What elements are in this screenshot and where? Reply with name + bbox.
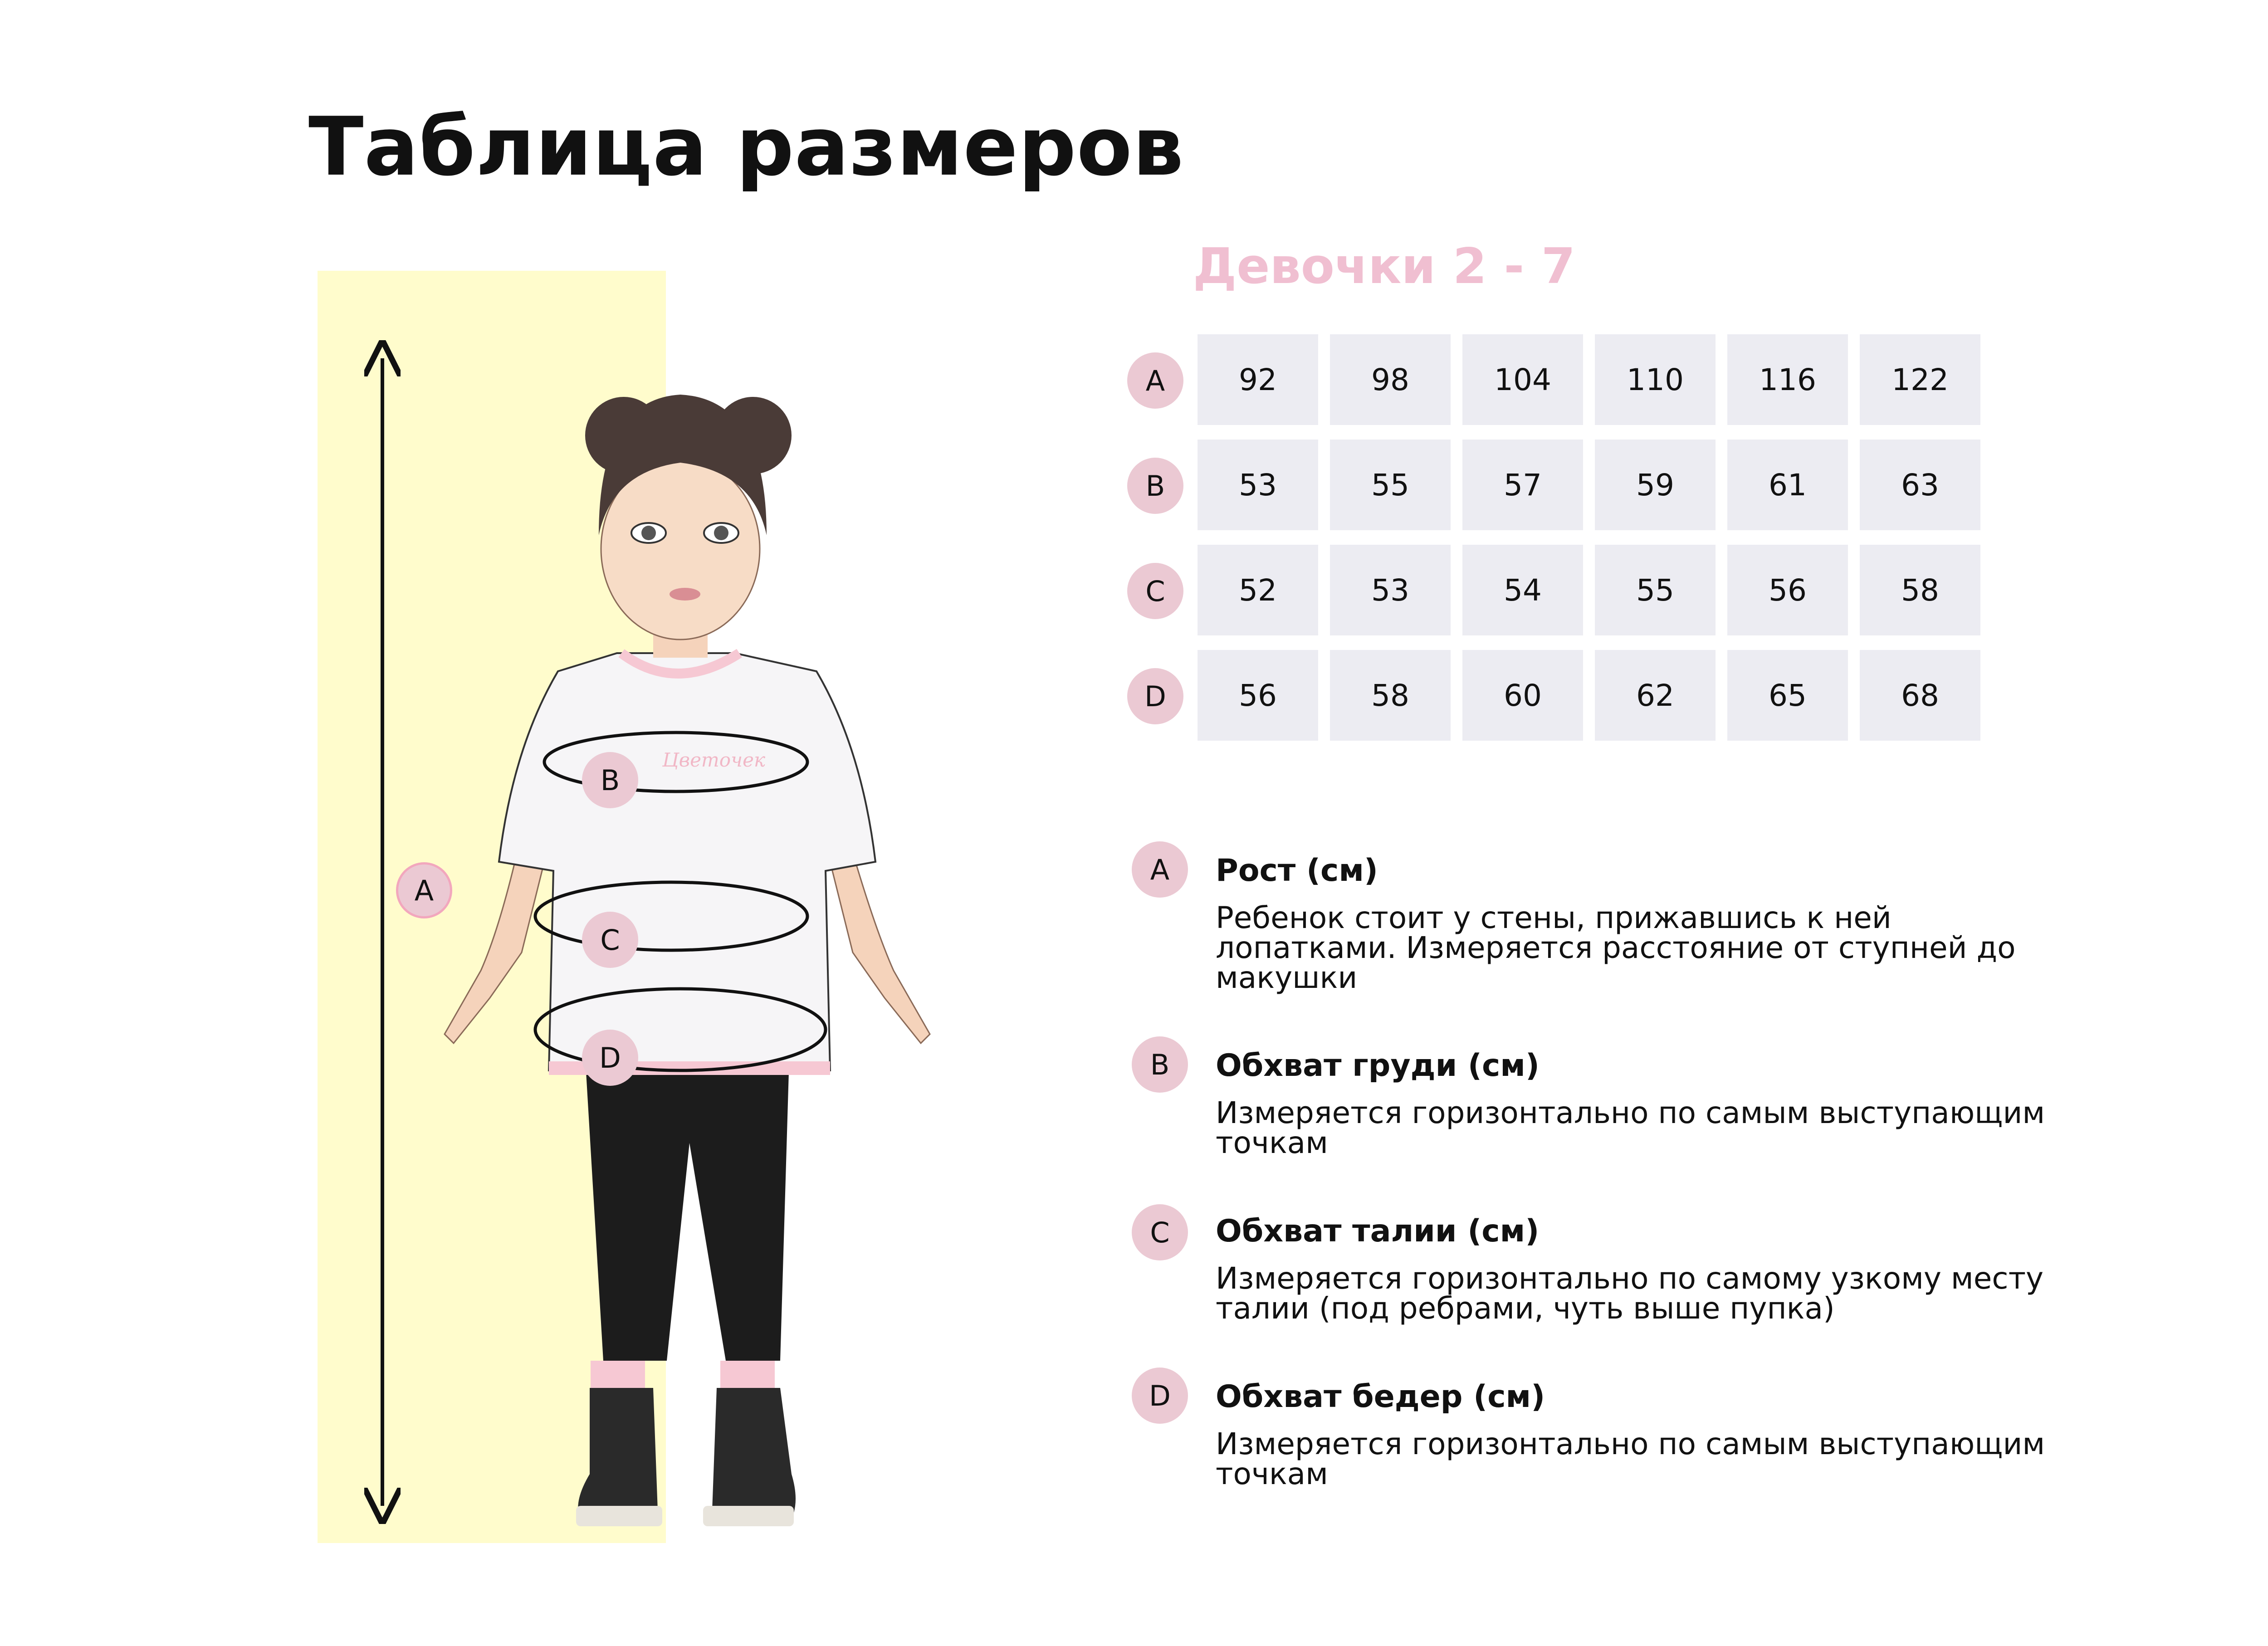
table-cell: 55 (1330, 440, 1451, 530)
marker-c: C (582, 912, 638, 968)
sock-left (591, 1361, 645, 1392)
child-illustration (0, 0, 998, 1646)
table-cell: 92 (1198, 334, 1318, 425)
table-cell: 58 (1330, 650, 1451, 741)
desc-badge-c: C (1132, 1204, 1188, 1260)
shoe-left (578, 1388, 658, 1513)
table-cell: 59 (1595, 440, 1716, 530)
row-label-d: D (1127, 668, 1183, 724)
measurement-title: Обхват бедер (см) (1216, 1379, 1545, 1415)
shoe-right (712, 1388, 796, 1513)
arm-right (830, 853, 930, 1043)
hair-bun-left (585, 397, 662, 474)
pupil-right (714, 526, 728, 540)
desc-badge-b: B (1132, 1036, 1188, 1093)
sole-left (576, 1506, 662, 1526)
shirt-print: Цветочек (662, 749, 766, 771)
pupil-left (641, 526, 656, 540)
table-cell: 55 (1595, 545, 1716, 635)
measurement-text: Измеряется горизонтально по самым выступающим точкам (1216, 1095, 2045, 1160)
measurement-chest (1216, 1048, 2055, 1158)
measurement-title: Рост (см) (1216, 853, 1378, 889)
table-cell: 110 (1595, 334, 1716, 425)
desc-badge-a: A (1132, 841, 1188, 898)
table-cell: 61 (1727, 440, 1848, 530)
marker-b: B (582, 752, 638, 808)
table-cell: 54 (1462, 545, 1583, 635)
table-cell: 60 (1462, 650, 1583, 741)
hair-bun-right (714, 397, 792, 474)
table-cell: 53 (1330, 545, 1451, 635)
measurement-title: Обхват груди (см) (1216, 1048, 1540, 1084)
table-cell: 122 (1860, 334, 1980, 425)
measurement-hips (1216, 1379, 2055, 1489)
marker-a: A (396, 862, 452, 918)
table-cell: 58 (1860, 545, 1980, 635)
table-cell: 62 (1595, 650, 1716, 741)
table-cell: 104 (1462, 334, 1583, 425)
desc-badge-d: D (1132, 1368, 1188, 1424)
table-cell: 52 (1198, 545, 1318, 635)
table-cell: 68 (1860, 650, 1980, 741)
legs (585, 1057, 789, 1361)
row-label-c: C (1127, 563, 1183, 619)
subtitle: Девочки 2 - 7 (1193, 238, 1576, 295)
table-cell: 65 (1727, 650, 1848, 741)
table-cell: 56 (1198, 650, 1318, 741)
sock-right (720, 1361, 775, 1392)
marker-d: D (582, 1030, 638, 1086)
measurement-waist (1216, 1213, 2055, 1324)
page-title: Таблица размеров (308, 100, 1184, 194)
table-cell: 56 (1727, 545, 1848, 635)
table-cell: 98 (1330, 334, 1451, 425)
table-cell: 53 (1198, 440, 1318, 530)
table-cell: 57 (1462, 440, 1583, 530)
measurement-text: Измеряется горизонтально по самому узкому месту талии (под ребрами, чуть выше пупка) (1216, 1261, 2044, 1326)
measurement-text: Измеряется горизонтально по самым выступающим точкам (1216, 1426, 2045, 1491)
sole-right (703, 1506, 794, 1526)
measurement-title: Обхват талии (см) (1216, 1213, 1540, 1249)
measurement-text: Ребенок стоит у стены, прижавшись к ней лопатками. Измеряется расстояние от ступней до макушки (1216, 900, 2016, 995)
row-label-a: A (1127, 352, 1183, 409)
row-label-b: B (1127, 458, 1183, 514)
mouth (670, 588, 700, 601)
measurement-height (1216, 853, 2055, 993)
table-cell: 63 (1860, 440, 1980, 530)
table-cell: 116 (1727, 334, 1848, 425)
